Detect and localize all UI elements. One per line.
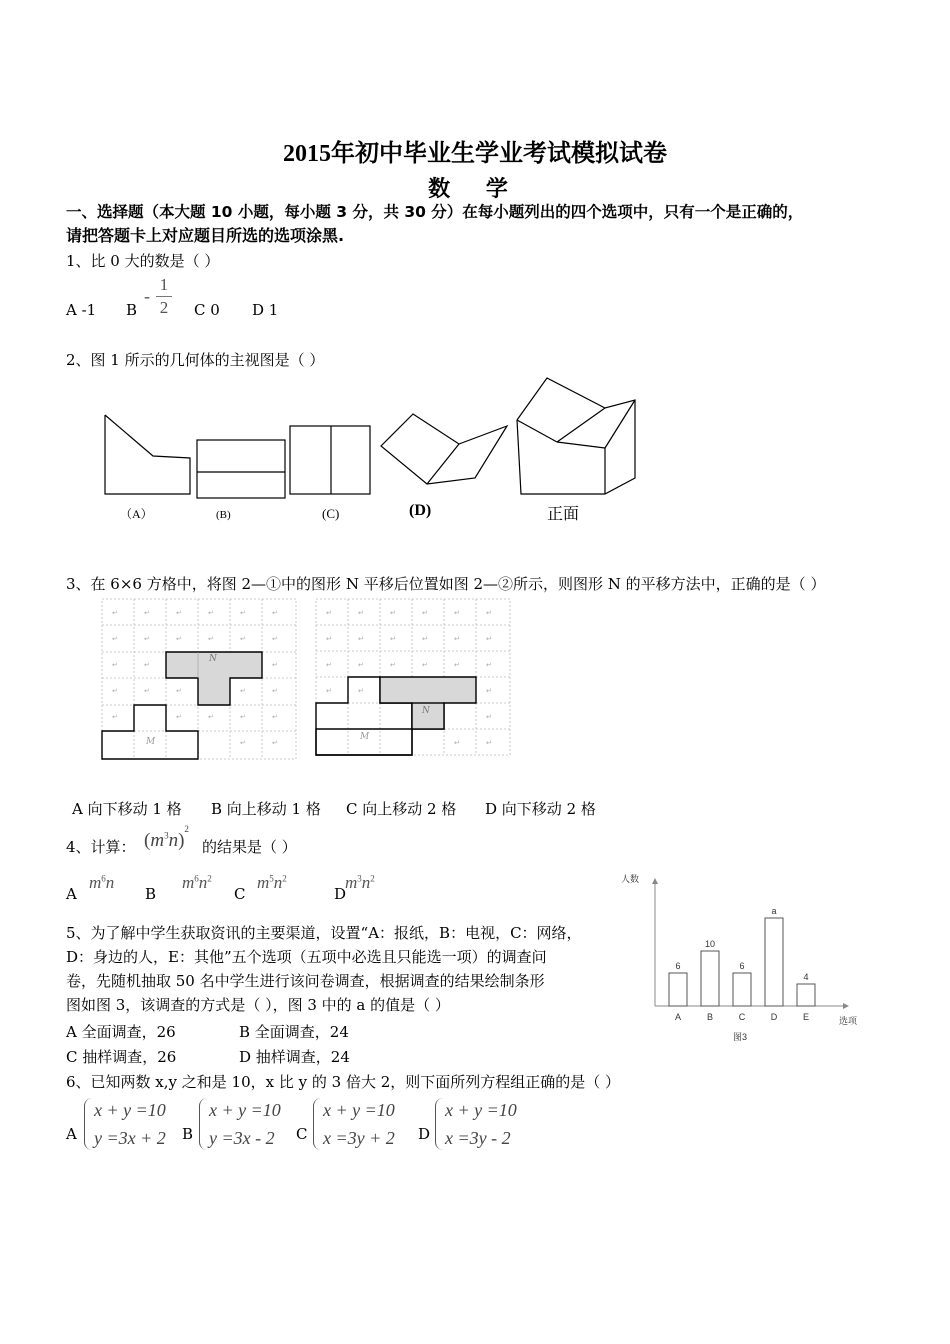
brace-c (313, 1098, 322, 1150)
q6-option-a-system (84, 1096, 194, 1152)
q3-option-a: A 向下移动 1 格 (72, 800, 182, 818)
q4-option-b-expr: $m^6n^2$ (182, 873, 212, 892)
q6-option-d-eq2: x =3y - 2 (445, 1128, 511, 1148)
q6-option-c-letter: C (296, 1125, 308, 1143)
q6-option-b-eq2: y =3x - 2 (209, 1128, 275, 1148)
svg-text:↵: ↵ (422, 662, 428, 669)
chart-bar-d (765, 918, 783, 1006)
figure-b-label: (B) (216, 509, 231, 521)
svg-text:↵: ↵ (240, 714, 246, 721)
q1-option-d: D 1 (252, 301, 279, 319)
svg-text:↵: ↵ (486, 662, 492, 669)
q1-fraction-numerator: 1 (159, 275, 169, 294)
svg-text:↵: ↵ (176, 636, 182, 643)
chart-tick-label-a: A (674, 1012, 682, 1022)
svg-text:↵: ↵ (486, 636, 492, 643)
svg-text:↵: ↵ (390, 662, 396, 669)
brace-a (84, 1098, 93, 1150)
svg-text:↵: ↵ (486, 688, 492, 695)
q6-option-c-eq1: x + y =10 (323, 1100, 395, 1120)
q4-option-a-expr: $m^6n$ (89, 873, 115, 892)
chart-tick-label-e: E (802, 1012, 810, 1022)
brace-d (435, 1098, 444, 1150)
svg-text:↵: ↵ (272, 740, 278, 747)
chart-tick-label-c: C (738, 1012, 746, 1022)
svg-text:↵: ↵ (240, 688, 246, 695)
figure-c-label: (C) (322, 506, 340, 521)
svg-text:↵: ↵ (326, 662, 332, 669)
section-instructions (66, 200, 906, 248)
svg-text:↵: ↵ (272, 714, 278, 721)
q4-expression: $(m^3n)^2$ (144, 824, 189, 851)
q6-option-d-system (435, 1096, 545, 1152)
figure-d-shape (381, 414, 507, 484)
svg-text:↵: ↵ (486, 610, 492, 617)
svg-text:↵: ↵ (326, 636, 332, 643)
q6-option-a-eq1: x + y =10 (94, 1100, 166, 1120)
q1-fraction-bar (156, 296, 172, 297)
q6-option-c-system (313, 1096, 423, 1152)
q4-stem-suffix: 的结果是（ ） (202, 838, 297, 856)
svg-text:↵: ↵ (176, 714, 182, 721)
q4-option-a-letter: A (66, 885, 77, 903)
chart-bar-c (733, 973, 751, 1006)
svg-text:↵: ↵ (240, 636, 246, 643)
svg-text:↵: ↵ (176, 610, 182, 617)
figure-solid (517, 378, 635, 494)
q4-option-c-letter: C (234, 885, 246, 903)
q6-option-a-eq2: y =3x + 2 (94, 1128, 166, 1148)
svg-text:↵: ↵ (112, 610, 118, 617)
svg-text:↵: ↵ (454, 662, 460, 669)
chart-tick-label-b: B (706, 1012, 714, 1022)
grid2-label-n: N (422, 706, 430, 716)
q2-stem: 2、图 1 所示的几何体的主视图是（ ） (66, 351, 325, 369)
q5-line-4: 图如图 3，该调查的方式是（ ），图 3 中的 a 的值是（ ） (66, 996, 450, 1014)
q5-option-d: D 抽样调查，24 (239, 1048, 350, 1066)
q6-option-b-letter: B (182, 1125, 194, 1143)
q1-option-a: A -1 (66, 301, 97, 319)
svg-text:↵: ↵ (358, 662, 364, 669)
q6-option-d-letter: D (418, 1125, 431, 1143)
q1-fraction-denominator: 2 (159, 298, 169, 317)
svg-text:↵: ↵ (390, 610, 396, 617)
q6-option-d-eq1: x + y =10 (445, 1100, 517, 1120)
q6-option-a-letter: A (66, 1125, 77, 1143)
figure-c-shape (290, 426, 370, 494)
svg-text:↵: ↵ (112, 636, 118, 643)
svg-text:↵: ↵ (272, 688, 278, 695)
brace-b (199, 1098, 208, 1150)
chart-data-label-c: 6 (739, 961, 745, 971)
svg-text:↵: ↵ (272, 662, 278, 669)
svg-text:↵: ↵ (176, 688, 182, 695)
svg-text:↵: ↵ (240, 740, 246, 747)
q1-fraction (156, 276, 172, 317)
grid1-label-n: N (209, 654, 217, 664)
figure-d-label: (D) (409, 502, 432, 519)
svg-text:↵: ↵ (422, 610, 428, 617)
q4-option-c-expr: $m^5n^2$ (257, 873, 287, 892)
q1-option-b-sign: - (144, 286, 150, 306)
svg-text:↵: ↵ (208, 636, 214, 643)
q6-option-b-eq1: x + y =10 (209, 1100, 281, 1120)
section-line-2: 请把答题卡上对应题目所选的选项涂黑. (66, 226, 345, 245)
figure-a-label: （A） (120, 507, 153, 521)
q4-option-d-letter: D (334, 885, 347, 903)
svg-text:↵: ↵ (454, 636, 460, 643)
figure-3-bar-chart (615, 868, 875, 1048)
svg-text:↵: ↵ (144, 610, 150, 617)
q5-line-1: 5、为了解中学生获取资讯的主要渠道，设置“A：报纸，B：电视，C：网络， (66, 924, 582, 942)
q6-option-b-system (199, 1096, 309, 1152)
svg-text:↵: ↵ (112, 662, 118, 669)
svg-text:↵: ↵ (144, 662, 150, 669)
figure-b-shape (197, 440, 285, 498)
q6-stem: 6、已知两数 x,y 之和是 10，x 比 y 的 3 倍大 2，则下面所列方程组正确的是（ ） (66, 1073, 621, 1091)
q6-option-c-eq2: x =3y + 2 (323, 1128, 395, 1148)
q1-option-b: B (126, 301, 138, 319)
chart-y-arrow (652, 878, 658, 884)
svg-text:↵: ↵ (486, 740, 492, 747)
grid1-label-m: M (146, 737, 156, 747)
svg-text:↵: ↵ (144, 688, 150, 695)
q5-line-3: 卷，先随机抽取 50 名中学生进行该问卷调查，根据调查的结果绘制条形 (66, 972, 545, 990)
grid2-label-m: M (360, 732, 370, 742)
q5-option-a: A 全面调查，26 (66, 1023, 176, 1041)
svg-text:↵: ↵ (326, 610, 332, 617)
chart-x-arrow (843, 1003, 849, 1009)
q1-option-c: C 0 (194, 301, 220, 319)
svg-text:↵: ↵ (326, 688, 332, 695)
chart-tick-label-d: D (770, 1012, 778, 1022)
subject-title: 数 学 (428, 176, 522, 202)
svg-text:↵: ↵ (112, 688, 118, 695)
q5-line-2: D：身边的人，E：其他”五个选项（五项中必选且只能选一项）的调查问 (66, 948, 547, 966)
q3-option-d: D 向下移动 2 格 (485, 800, 596, 818)
q3-stem: 3、在 6×6 方格中，将图 2—①中的图形 N 平移后位置如图 2—②所示，则图形 N 的平移方法中，正确的是（ ） (66, 575, 826, 593)
chart-data-label-a: 6 (675, 961, 681, 971)
svg-text:↵: ↵ (390, 636, 396, 643)
svg-text:↵: ↵ (208, 610, 214, 617)
chart-data-label-b: 10 (704, 939, 716, 949)
section-line-1: 一、选择题（本大题 10 小题，每小题 3 分，共 30 分）在每小题列出的四个选项中，只有一个是正确的， (66, 203, 804, 221)
chart-bar-a (669, 973, 687, 1006)
svg-text:↵: ↵ (208, 714, 214, 721)
svg-text:↵: ↵ (486, 714, 492, 721)
q3-option-c: C 向上移动 2 格 (346, 800, 457, 818)
svg-text:↵: ↵ (358, 610, 364, 617)
svg-text:↵: ↵ (144, 636, 150, 643)
chart-data-label-e: 4 (803, 972, 809, 982)
figure-a-shape (105, 415, 190, 494)
q5-option-b: B 全面调查，24 (239, 1023, 349, 1041)
svg-text:↵: ↵ (358, 636, 364, 643)
q5-option-c: C 抽样调查，26 (66, 1048, 177, 1066)
figure-d-line (427, 444, 459, 484)
svg-text:↵: ↵ (240, 610, 246, 617)
q4-option-d-expr: $m^3n^2$ (345, 873, 375, 892)
svg-text:↵: ↵ (422, 636, 428, 643)
chart-xlabel: 选项 (839, 1016, 858, 1026)
svg-text:↵: ↵ (358, 688, 364, 695)
q4-stem-prefix: 4、计算： (66, 838, 136, 856)
svg-text:↵: ↵ (112, 714, 118, 721)
exam-title: 2015年初中毕业生学业考试模拟试卷 (283, 141, 667, 167)
chart-data-label-d: a (771, 906, 777, 916)
figure-front-label: 正面 (547, 504, 580, 523)
q5-stem (66, 921, 616, 1017)
q3-option-b: B 向上移动 1 格 (211, 800, 321, 818)
chart-title: 图3 (733, 1032, 748, 1042)
chart-bars (669, 906, 815, 1022)
q3-grids (100, 597, 520, 763)
chart-bar-b (701, 951, 719, 1006)
svg-text:↵: ↵ (272, 636, 278, 643)
chart-bar-e (797, 984, 815, 1006)
svg-text:↵: ↵ (454, 610, 460, 617)
q1-stem: 1、比 0 大的数是（ ） (66, 252, 220, 270)
chart-ylabel: 人数 (621, 874, 640, 884)
svg-text:↵: ↵ (454, 740, 460, 747)
svg-text:↵: ↵ (272, 610, 278, 617)
q4-option-b-letter: B (145, 885, 157, 903)
